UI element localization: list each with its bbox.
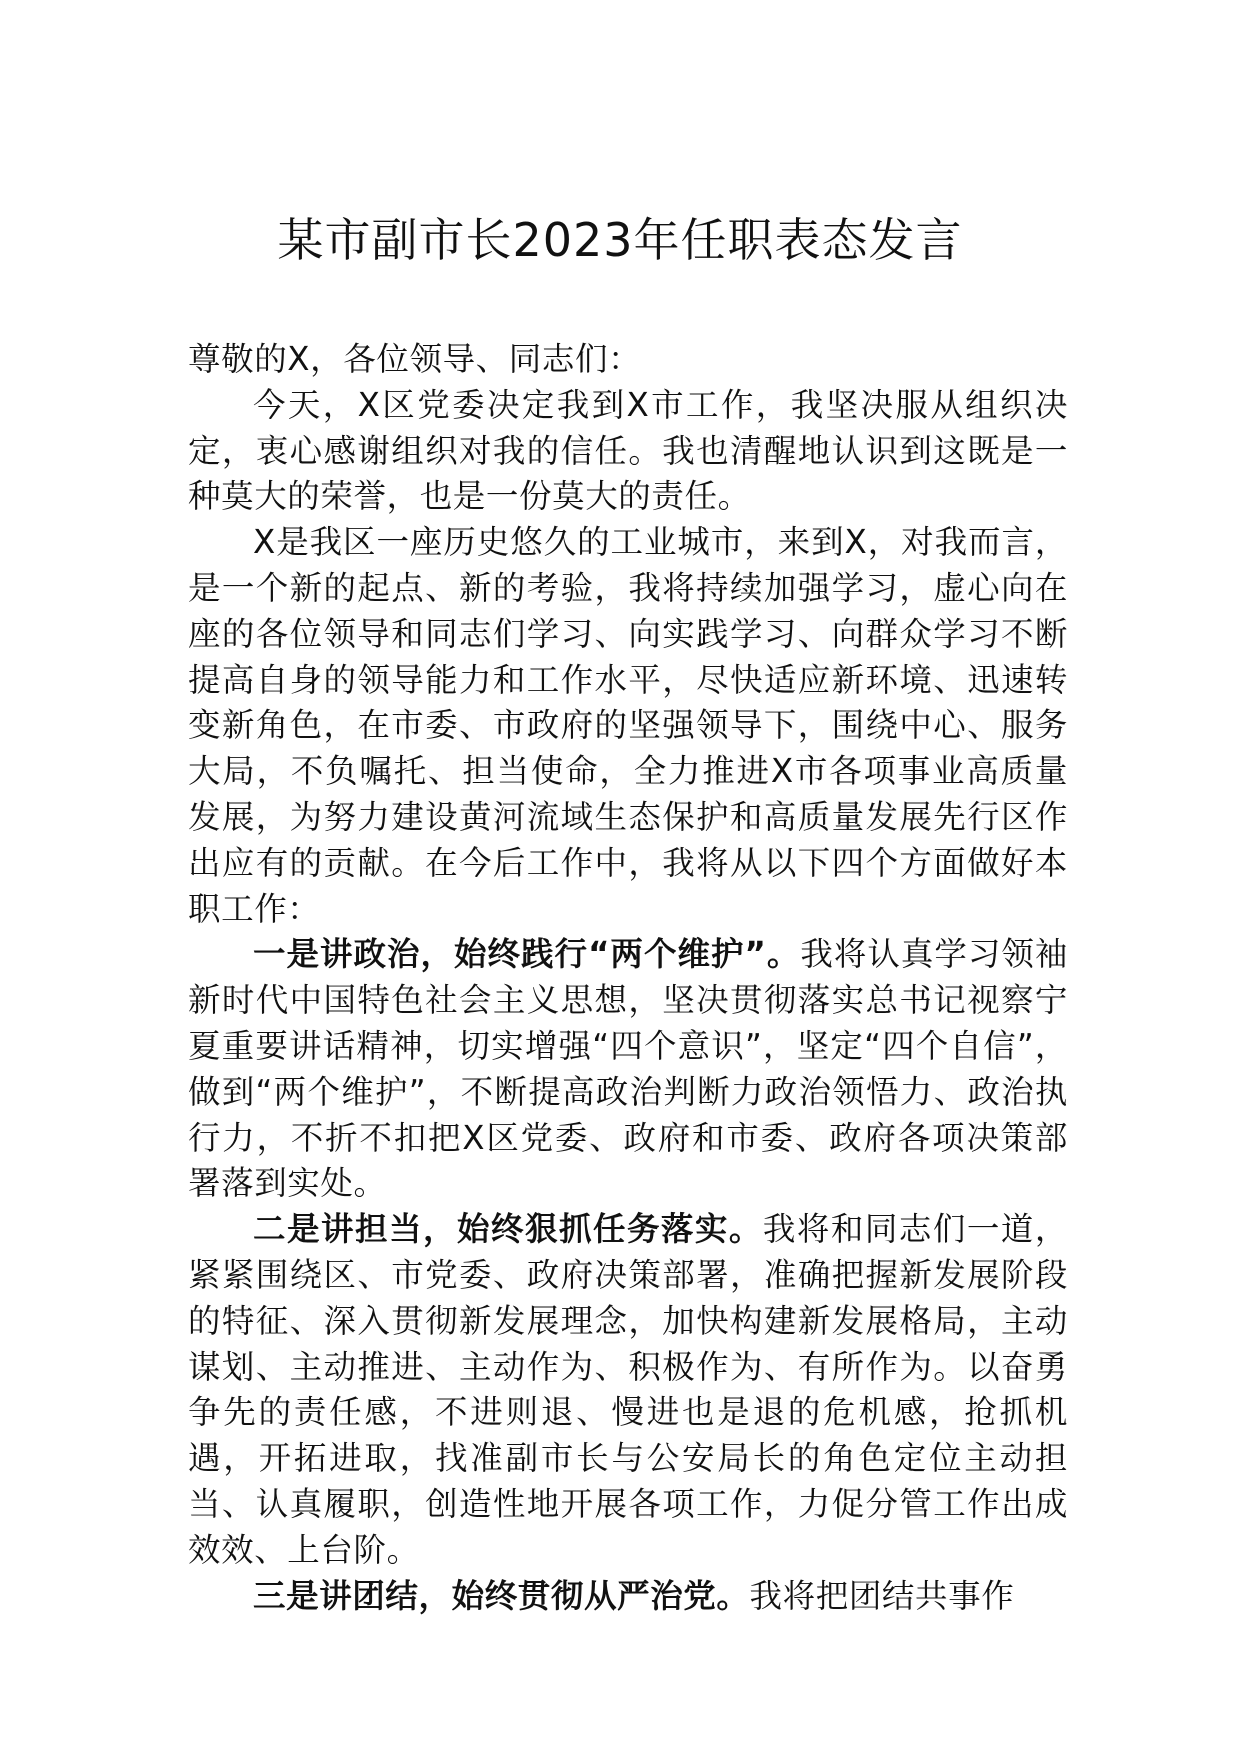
paragraph-3-text: 我将认真学习领袖新时代中国特色社会主义思想，坚决贯彻落实总书记视察宁夏重要讲话精神，切实增强“四个意识”，坚定“四个自信”，做到“两个维护”，不断提高政治判断力政治领悟力、政治执行力，不折不扣把X区党委、政府和市委、政府各项决策部署落到实处。 (188, 935, 1068, 1203)
salutation: 尊敬的X，各位领导、同志们： (188, 340, 642, 378)
paragraph-4 (188, 1207, 1068, 1573)
document-body (188, 337, 1068, 1619)
paragraph-1 (188, 383, 1068, 520)
paragraph-4-text: 我将和同志们一道，紧紧围绕区、市党委、政府决策部署，准确把握新发展阶段的特征、深入贯彻新发展理念，加快构建新发展格局，主动谋划、主动推进、主动作为、积极作为、有所作为。以奋勇争先的责任感，不进则退、慢进也是退的危机感，抢抓机遇，开拓进取，找准副市长与公安局长的角色定位主动担当、认真履职，创造性地开展各项工作，力促分管工作出成效效、上台阶。 (188, 1210, 1068, 1569)
paragraph-1-text: 今天，X区党委决定我到X市工作，我坚决服从组织决定，衷心感谢组织对我的信任。我也清醒地认识到这既是一种莫大的荣誉，也是一份莫大的责任。 (188, 385, 1068, 516)
paragraph-3-heading: 一是讲政治，始终践行“两个维护”。 (253, 935, 801, 974)
paragraph-5-text: 我将把团结共事作 (749, 1576, 1015, 1615)
paragraph-2 (188, 520, 1068, 932)
paragraph-4-heading: 二是讲担当，始终狠抓任务落实。 (253, 1210, 763, 1249)
document-title: 某市副市长2023年任职表态发言 (277, 213, 963, 267)
paragraph-2-text: X是我区一座历史悠久的工业城市，来到X，对我而言，是一个新的起点、新的考验，我将持续加强学习，虚心向在座的各位领导和同志们学习、向实践学习、向群众学习不断提高自身的领导能力和工作水平，尽快适应新环境、迅速转变新角色，在市委、市政府的坚强领导下，围绕中心、服务大局，不负嘱托、担当使命，全力推进X市各项事业高质量发展，为努力建设黄河流域生态保护和高质量发展先行区作出应有的贡献。在今后工作中，我将从以下四个方面做好本职工作： (188, 523, 1068, 928)
paragraph-5-heading: 三是讲团结，始终贯彻从严治党。 (253, 1576, 750, 1615)
paragraph-3 (188, 932, 1068, 1207)
paragraph-5 (188, 1574, 1068, 1620)
